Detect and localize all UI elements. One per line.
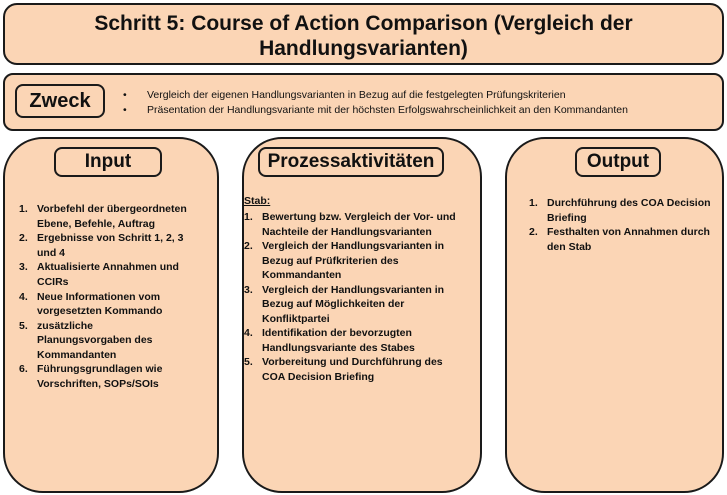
input-step-3 [19,260,189,289]
step-number: 5. [19,319,28,332]
step-number: 2. [19,232,28,245]
step-number: 3. [244,283,253,296]
input-step-1 [19,202,189,231]
purpose-box [3,73,724,131]
output-list [529,196,717,254]
step-number: 2. [244,240,253,252]
step-text: Durchführung des COA Decision Briefing [547,197,711,224]
step-number: 4. [19,290,28,303]
page-title: Schritt 5: Course of Action Comparison (Vergleich der Handlungsvarianten) [94,12,633,60]
input-list [19,202,189,392]
step-text: Vergleich der Handlungsvarianten in Bezug auf Prüfkriterien des Kommandanten [262,240,445,281]
output-step-2 [529,225,717,254]
step-text: Identifikation der bevorzugten Handlungsvariante des Stabes [262,327,415,354]
step-text: Bewertung bzw. Vergleich der Vor- und Nachteile der Handlungsvarianten [262,211,456,238]
step-text: Ergebnisse von Schritt 1, 2, 3 und 4 [37,232,184,259]
process-step-5 [244,355,468,384]
step-number: 6. [19,363,28,376]
process-heading: Prozessaktivitäten [258,147,444,177]
purpose-item: • Vergleich der eigenen Handlungsvarianten in Bezug auf die festgelegten Prüfungskriterien [123,88,628,103]
output-step-1 [529,196,717,225]
output-column [505,137,724,493]
step-number: 5. [244,356,253,368]
step-text: Neue Informationen vom vorgesetzten Kommando [37,290,163,318]
step-number: 1. [529,197,538,209]
step-number: 3. [19,261,28,274]
process-step-3 [244,283,468,327]
purpose-list [123,88,628,118]
step-text: Festhalten von Annahmen durch den Stab [547,226,710,253]
process-list [244,210,468,384]
step-text: Aktualisierte Annahmen und CCIRs [37,261,179,288]
input-step-6 [19,362,189,391]
step-text: Führungsgrundlagen wie Vorschriften, SOPs/SOIs [37,363,163,390]
output-heading: Output [575,147,661,177]
step-text: Vorbefehl der übergeordneten Ebene, Befehle, Auftrag [37,203,187,230]
input-heading: Input [54,147,162,177]
staff-label: Stab: [244,195,271,207]
input-column [3,137,219,493]
step-text: Vorbereitung und Durchführung des COA Decision Briefing [262,356,443,383]
step-number: 2. [529,226,538,238]
purpose-label: Zweck [15,84,105,118]
input-step-4 [19,290,189,319]
step-text: Vergleich der Handlungsvarianten in Bezug auf Möglichkeiten der Konfliktpartei [262,283,445,325]
step-number: 1. [244,211,253,223]
process-step-4 [244,326,468,355]
purpose-item: • Präsentation der Handlungsvariante mit der höchsten Erfolgswahrscheinlichkeit an den Kommandanten [123,103,628,118]
input-step-2 [19,231,189,260]
process-column [242,137,482,493]
step-number: 1. [19,203,28,215]
input-step-5 [19,319,189,363]
step-number: 4. [244,327,253,339]
process-step-1 [244,210,468,239]
step-text: zusätzliche Planungsvorgaben des Kommandanten [37,319,153,361]
process-step-2 [244,239,468,283]
title-box [3,3,724,65]
